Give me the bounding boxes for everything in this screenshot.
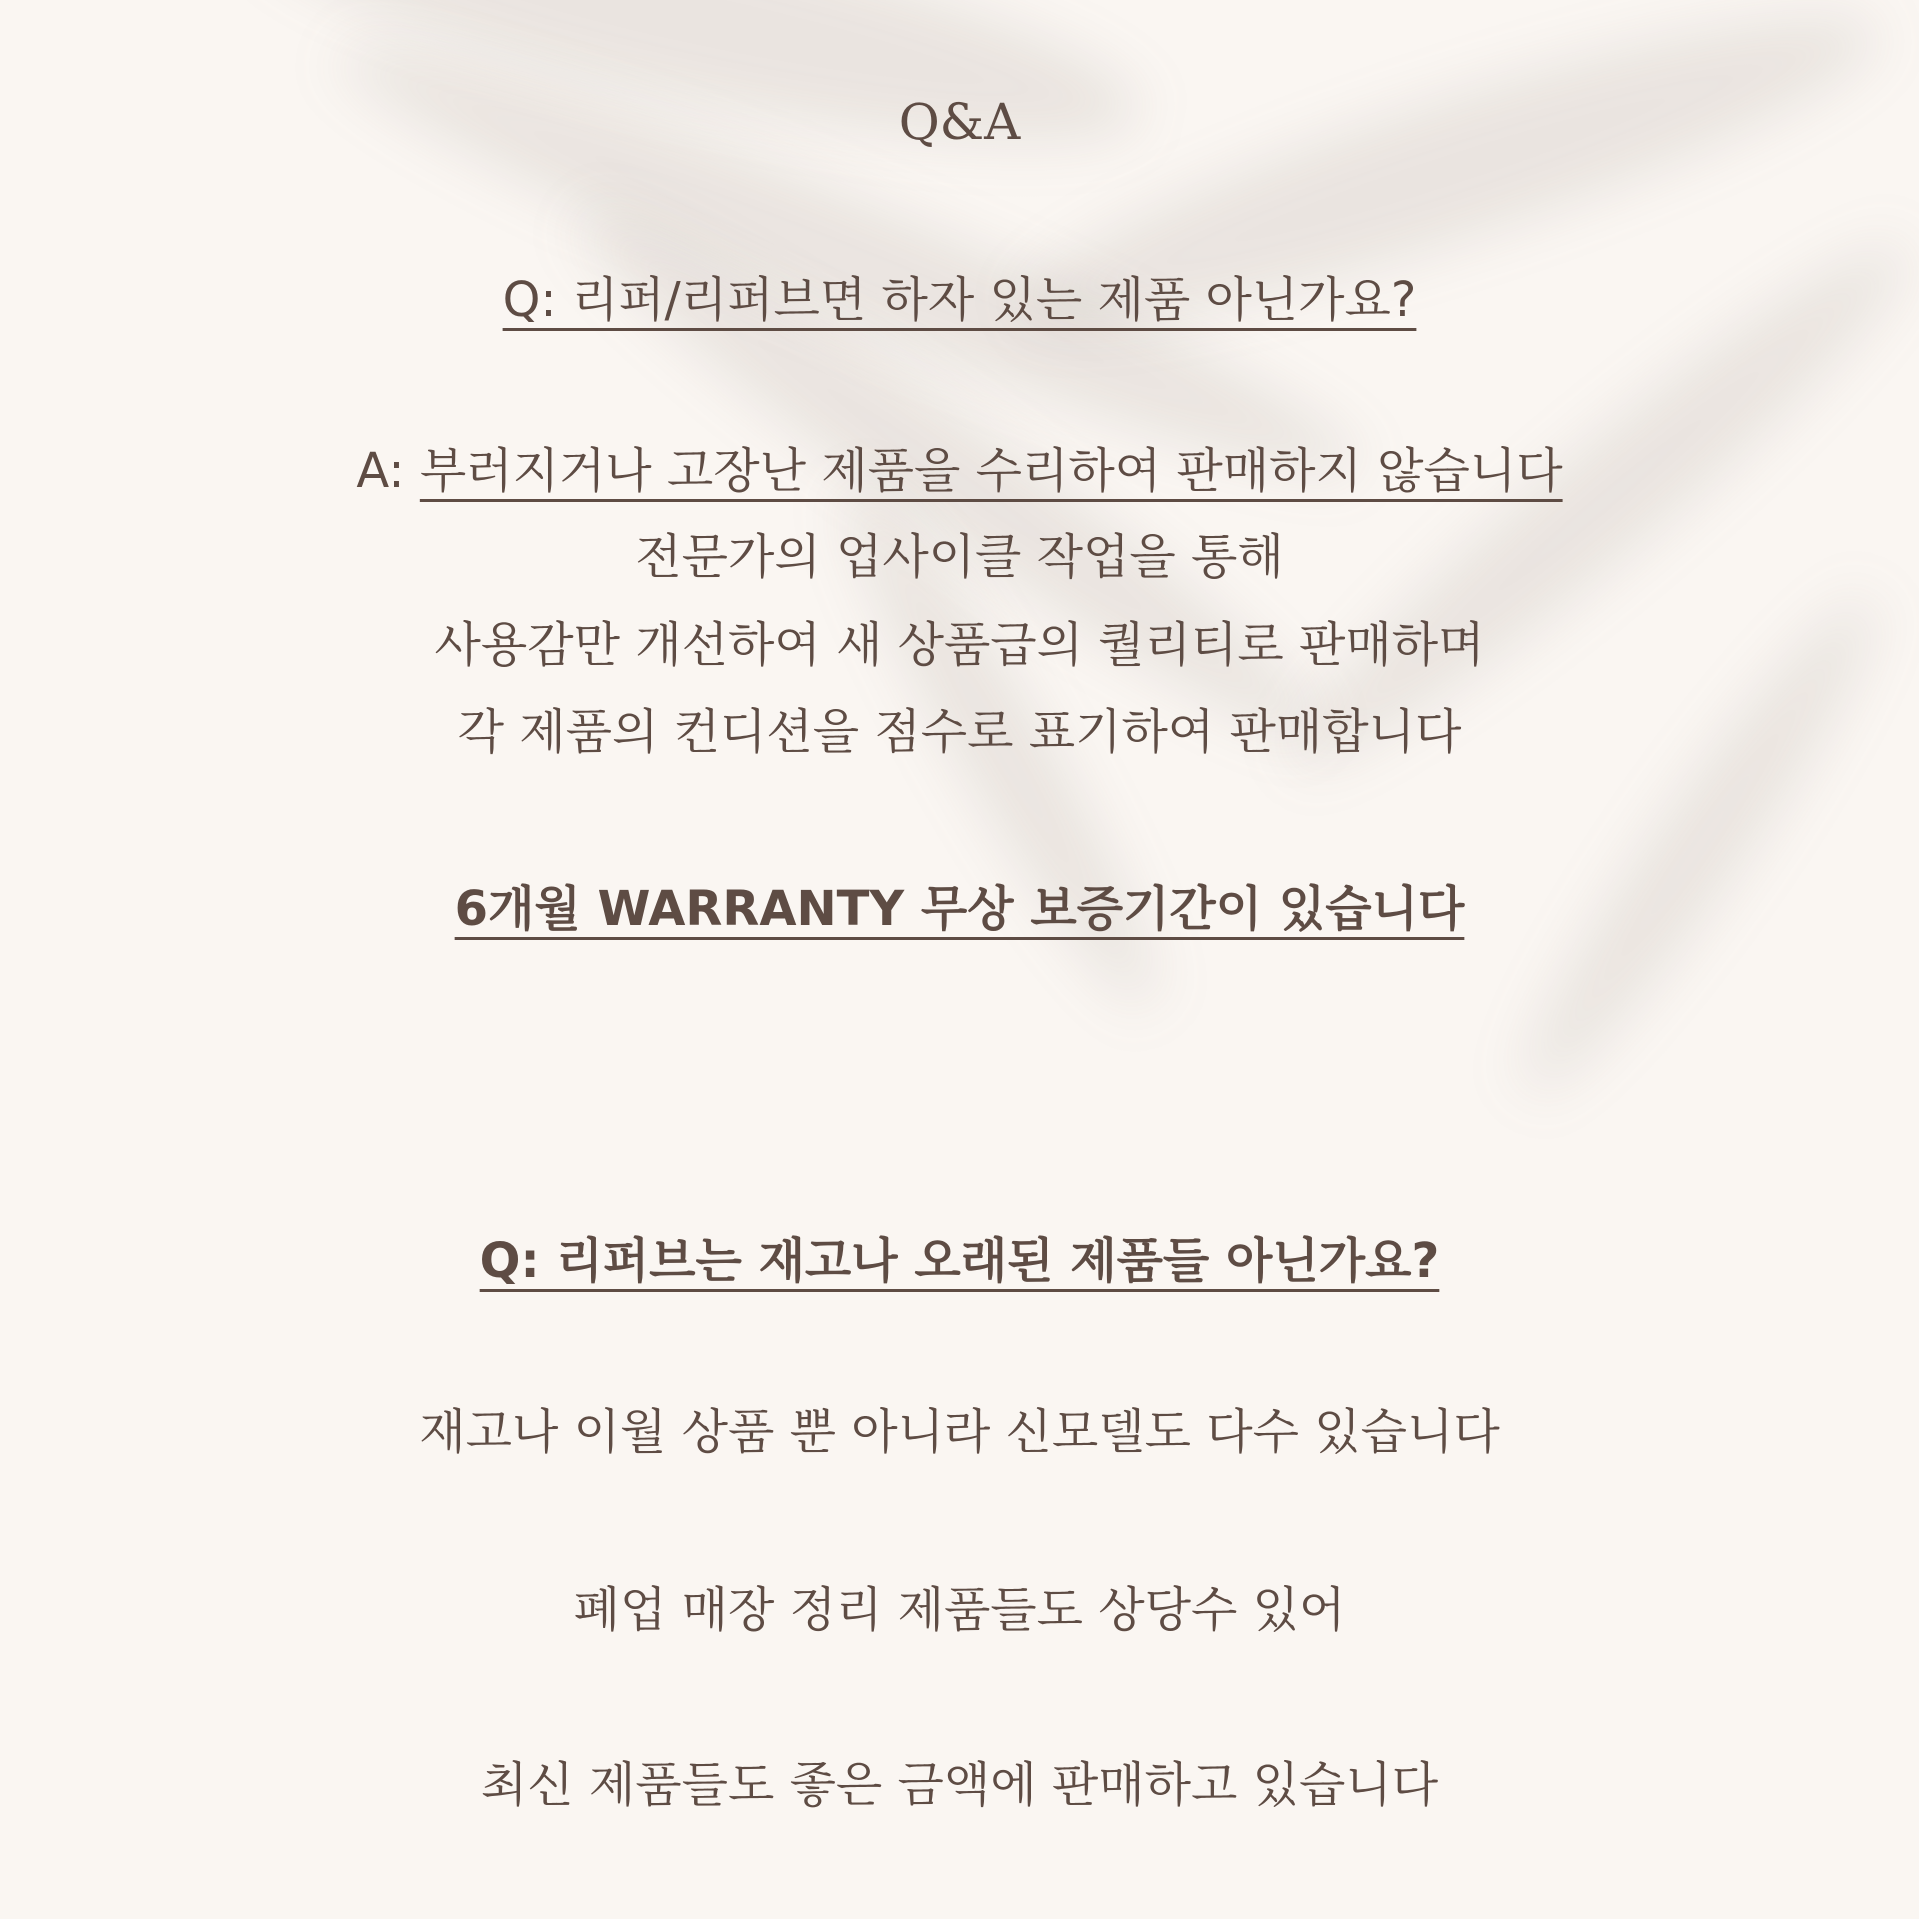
question-2: Q: 리퍼브는 재고나 오래된 제품들 아닌가요? xyxy=(479,1233,1440,1289)
answer-prefix: A: xyxy=(356,443,420,499)
answer-1-lead xyxy=(0,441,1919,501)
answer-1-line: 전문가의 업사이클 작업을 통해 xyxy=(635,529,1284,585)
answer-1-line: 각 제품의 컨디션을 점수로 표기하여 판매합니다 xyxy=(457,704,1462,760)
page-title: Q&A xyxy=(898,93,1021,151)
question-1: Q: 리퍼/리퍼브면 하자 있는 제품 아닌가요? xyxy=(502,272,1417,328)
warranty-notice: 6개월 WARRANTY 무상 보증기간이 있습니다 xyxy=(454,881,1465,937)
answer-2-line: 재고나 이월 상품 뿐 아니라 신모델도 다수 있습니다 xyxy=(419,1404,1500,1460)
answer-1-line: 사용감만 개선하여 새 상품급의 퀄리티로 판매하며 xyxy=(434,617,1485,673)
answer-2-line: 폐업 매장 정리 제품들도 상당수 있어 xyxy=(573,1582,1346,1638)
answer-2-line: 최신 제품들도 좋은 금액에 판매하고 있습니다 xyxy=(480,1757,1439,1813)
answer-lead-text: 부러지거나 고장난 제품을 수리하여 판매하지 않습니다 xyxy=(419,443,1563,499)
